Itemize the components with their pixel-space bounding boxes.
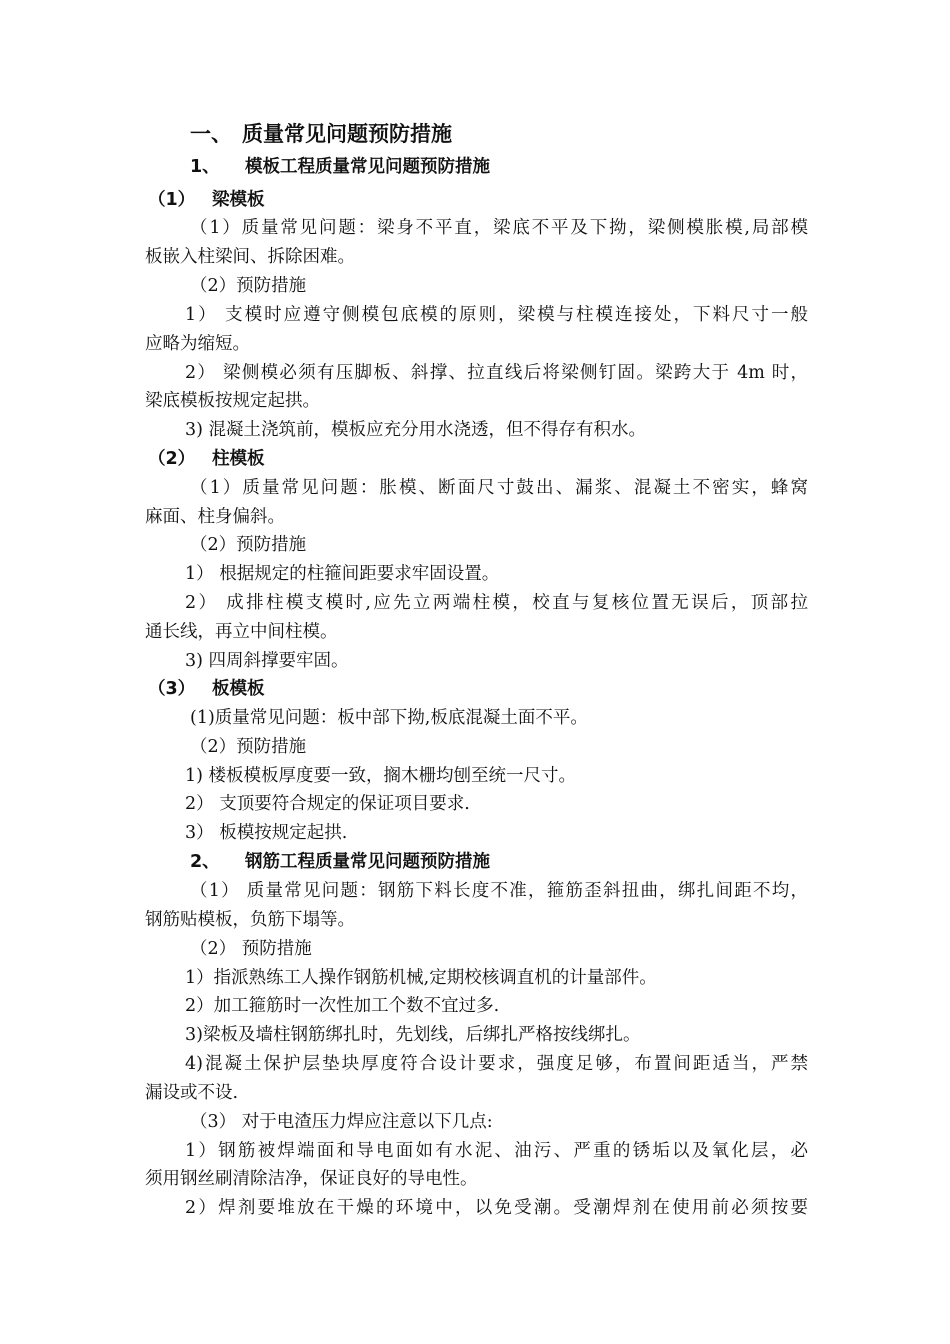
column-heading-number: （2）: [148, 449, 196, 469]
slab-measures-label: （2）预防措施: [190, 737, 307, 757]
section-1-heading: [190, 156, 855, 178]
beam-measures-label: （2）预防措施: [190, 276, 307, 296]
slab-measure-2: 2） 支顶要符合规定的保证项目要求.: [185, 794, 470, 814]
section-1-title: 模板工程质量常见问题预防措施: [245, 157, 490, 177]
main-title-text: 质量常见问题预防措施: [242, 122, 452, 146]
rebar-measure-4-line2: 漏设或不设.: [145, 1083, 239, 1103]
slab-problem: (1)质量常见问题：板中部下拗,板底混凝土面不平。: [190, 708, 588, 728]
column-problem-line1: （1）质量常见问题：胀模、断面尺寸鼓出、漏浆、混凝土不密实，蜂窝: [190, 478, 808, 498]
rebar-problem-line2: 钢筋贴模板，负筋下塌等。: [145, 910, 355, 930]
rebar-measures-label: （2） 预防措施: [190, 939, 312, 959]
section-2-number: 2、: [190, 852, 220, 872]
beam-measure-1-line1: 1） 支模时应遵守侧模包底模的原则，梁模与柱模连接处，下料尺寸一般: [185, 305, 808, 325]
column-measure-2-line1: 2） 成排柱模支模时,应先立两端柱模，校直与复核位置无误后，顶部拉: [185, 593, 808, 613]
beam-heading-text: 梁模板: [212, 190, 265, 210]
slab-heading-number: （3）: [148, 679, 196, 699]
rebar-measure-1: 1）指派熟练工人操作钢筋机械,定期校核调直机的计量部件。: [185, 968, 657, 988]
beam-problem-line1: （1）质量常见问题：梁身不平直，梁底不平及下拗，梁侧模胀模,局部模: [190, 218, 808, 238]
slab-heading: [148, 678, 813, 700]
beam-measure-2-line2: 梁底模板按规定起拱。: [145, 391, 320, 411]
welding-point-2-line1: 2）焊剂要堆放在干燥的环境中，以免受潮。受潮焊剂在使用前必须按要: [185, 1198, 808, 1218]
section-2-heading: [190, 851, 855, 873]
welding-point-1-line1: 1）钢筋被焊端面和导电面如有水泥、油污、严重的锈垢以及氧化层，必: [185, 1141, 808, 1161]
column-problem-line2: 麻面、柱身偏斜。: [145, 507, 285, 527]
beam-measure-2-line1: 2） 梁侧模必须有压脚板、斜撑、拉直线后将梁侧钉固。梁跨大于 4m 时，: [185, 363, 808, 383]
welding-point-1-line2: 须用钢丝刷清除洁净，保证良好的导电性。: [145, 1169, 478, 1189]
column-measures-label: （2）预防措施: [190, 535, 307, 555]
section-1-number: 1、: [190, 157, 220, 177]
rebar-measure-4-line1: 4)混凝土保护层垫块厚度符合设计要求，强度足够，布置间距适当，严禁: [185, 1054, 808, 1074]
slab-heading-text: 板模板: [212, 679, 265, 699]
main-title: [190, 121, 855, 147]
slab-measure-3: 3） 板模按规定起拱.: [185, 823, 348, 843]
beam-measure-1-line2: 应略为缩短。: [145, 334, 250, 354]
welding-label: （3） 对于电渣压力焊应注意以下几点:: [190, 1112, 493, 1132]
slab-measure-1: 1) 楼板模板厚度要一致，搁木栅均刨至统一尺寸。: [185, 766, 577, 786]
column-measure-2-line2: 通长线，再立中间柱模。: [145, 622, 338, 642]
column-heading-text: 柱模板: [212, 449, 265, 469]
column-measure-1: 1） 根据规定的柱箍间距要求牢固设置。: [185, 564, 500, 584]
rebar-problem-line1: （1） 质量常见问题：钢筋下料长度不准，箍筋歪斜扭曲，绑扎间距不均，: [190, 881, 808, 901]
section-2-title: 钢筋工程质量常见问题预防措施: [245, 852, 490, 872]
column-measure-3: 3) 四周斜撑要牢固。: [185, 651, 349, 671]
beam-heading-number: （1）: [148, 190, 196, 210]
rebar-measure-2: 2）加工箍筋时一次性加工个数不宜过多.: [185, 996, 500, 1016]
rebar-measure-3: 3)梁板及墙柱钢筋绑扎时，先划线，后绑扎严格按线绑扎。: [185, 1025, 641, 1045]
main-title-number: 一、: [190, 122, 232, 146]
column-heading: [148, 448, 813, 470]
beam-problem-line2: 板嵌入柱梁间、拆除困难。: [145, 247, 355, 267]
beam-heading: [148, 189, 813, 211]
beam-measure-3: 3) 混凝土浇筑前，模板应充分用水浇透，但不得存有积水。: [185, 420, 647, 440]
